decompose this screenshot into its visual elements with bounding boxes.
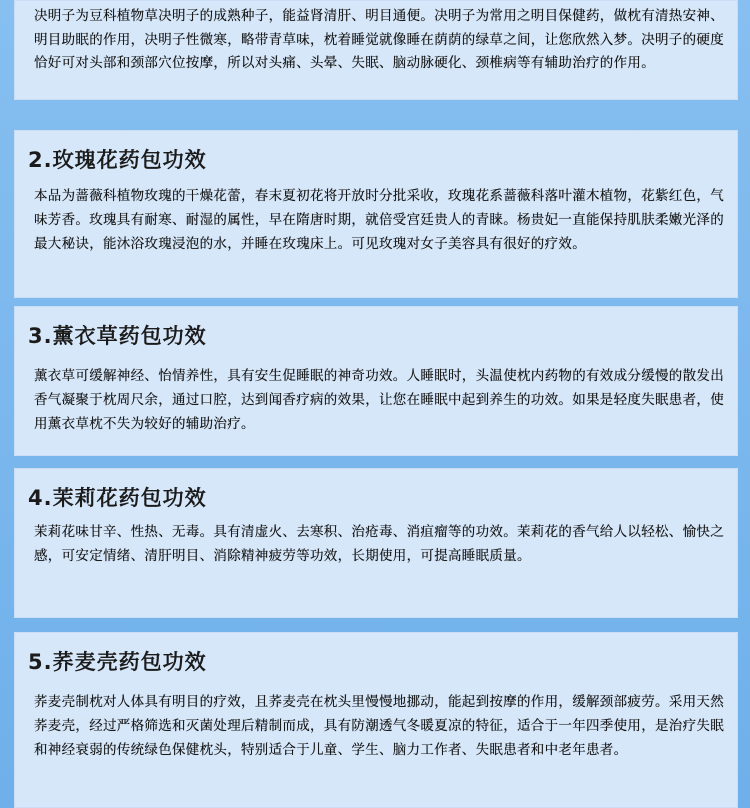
section-title: 4.茉莉花药包功效: [28, 486, 207, 510]
section-title: 5.荞麦壳药包功效: [28, 650, 207, 674]
section-card-buckwheat: [14, 632, 738, 808]
section-title: 2.玫瑰花药包功效: [28, 148, 207, 172]
section-card-jasmine: [14, 468, 738, 618]
section-card-lavender: [14, 306, 738, 456]
section-body: 荞麦壳制枕对人体具有明目的疗效，且荞麦壳在枕头里慢慢地挪动，能起到按摩的作用，缓解颈部疲劳。采用天然荞麦壳，经过严格筛选和灭菌处理后精制而成，具有防潮透气冬暖夏凉的特征，适合于一年四季使用，是治疗失眠和神经衰弱的传统绿色保健枕头，特别适合于儿童、学生、脑力工作者、失眠患者和中老年患者。: [34, 694, 724, 758]
section-body: 薰衣草可缓解神经、怡情养性，具有安生促睡眠的神奇功效。人睡眠时，头温使枕内药物的有效成分缓慢的散发出香气凝聚于枕周尺余，通过口腔，达到闻香疗病的效果，让您在睡眠中起到养生的功效。如果是轻度失眠患者，使用薰衣草枕不失为较好的辅助治疗。: [34, 368, 724, 432]
section-card-rose: [14, 130, 738, 298]
section-card-jueming: [14, 0, 738, 100]
section-body: 决明子为豆科植物草决明子的成熟种子，能益肾清肝、明目通便。决明子为常用之明目保健药，做枕有清热安神、明目助眠的作用，决明子性微寒，略带青草味，枕着睡觉就像睡在荫荫的绿草之间，让您欣然入梦。决明子的硬度恰好可对头部和颈部穴位按摩，所以对头痛、头晕、失眠、脑动脉硬化、颈椎病等有辅助治疗的作用。: [34, 8, 724, 71]
section-body: 茉莉花味甘辛、性热、无毒。具有清虚火、去寒积、治疮毒、消疽瘤等的功效。茉莉花的香气给人以轻松、愉快之感，可安定情绪、清肝明目、消除精神疲劳等功效，长期使用，可提高睡眠质量。: [34, 524, 724, 564]
section-body: 本品为蔷薇科植物玫瑰的干燥花蕾，春末夏初花将开放时分批采收，玫瑰花系蔷薇科落叶灌木植物，花紫红色，气味芳香。玫瑰具有耐寒、耐湿的属性，早在隋唐时期，就倍受宫廷贵人的青睐。杨贵妃一直能保持肌肤柔嫩光泽的最大秘诀，能沐浴玫瑰浸泡的水，并睡在玫瑰床上。可见玫瑰对女子美容具有很好的疗效。: [34, 188, 724, 252]
section-title: 3.薰衣草药包功效: [28, 324, 207, 348]
